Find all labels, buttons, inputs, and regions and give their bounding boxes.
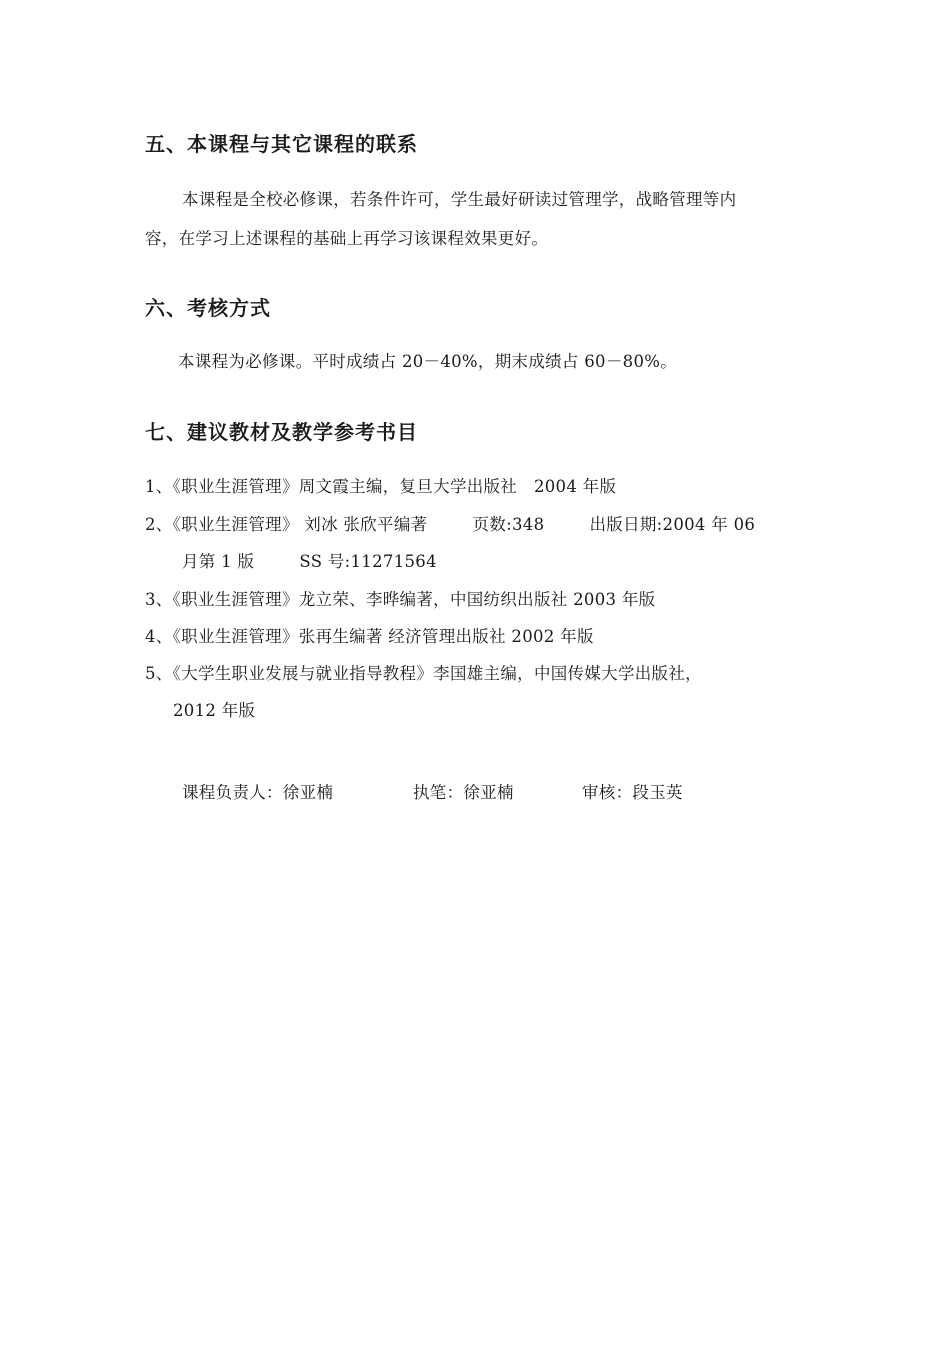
- reference-item-3: 3、《职业生涯管理》龙立荣、李晔编著，中国纺织出版社 2003 年版: [145, 590, 656, 609]
- section-5-heading: 五、本课程与其它课程的联系: [145, 132, 418, 156]
- reference-2-edition: 月第 1 版: [182, 552, 255, 571]
- signature-course-owner: 课程负责人：徐亚楠: [182, 783, 334, 802]
- reference-item-2-continued: [182, 548, 437, 572]
- reference-item-1: 1、《职业生涯管理》周文霞主编，复旦大学出版社 2004 年版: [145, 477, 617, 496]
- reference-2-publish-date: 出版日期:2004 年 06: [589, 515, 756, 534]
- reference-2-ss-number: SS 号:11271564: [299, 552, 437, 571]
- reference-item-2: [145, 511, 755, 535]
- section-5-paragraph-line-1: 本课程是全校必修课，若条件许可，学生最好研读过管理学，战略管理等内: [182, 190, 737, 209]
- reference-item-5: 5、《大学生职业发展与就业指导教程》李国雄主编，中国传媒大学出版社，: [145, 664, 702, 683]
- reference-2-pages: 页数:348: [472, 515, 545, 534]
- section-6-paragraph: 本课程为必修课。平时成绩占 20－40%，期末成绩占 60－80%。: [178, 352, 678, 371]
- signature-reviewer: 审核：段玉英: [582, 783, 683, 802]
- signature-writer: 执笔：徐亚楠: [413, 783, 514, 802]
- reference-item-4: 4、《职业生涯管理》张再生编著 经济管理出版社 2002 年版: [145, 627, 594, 646]
- section-7-heading: 七、建议教材及教学参考书目: [145, 420, 418, 444]
- reference-2-title-authors: 2、《职业生涯管理》 刘冰 张欣平编著: [145, 515, 428, 534]
- reference-item-5-continued: 2012 年版: [173, 701, 256, 720]
- section-5-paragraph-line-2: 容，在学习上述课程的基础上再学习该课程效果更好。: [145, 229, 549, 248]
- section-6-heading: 六、考核方式: [145, 296, 271, 320]
